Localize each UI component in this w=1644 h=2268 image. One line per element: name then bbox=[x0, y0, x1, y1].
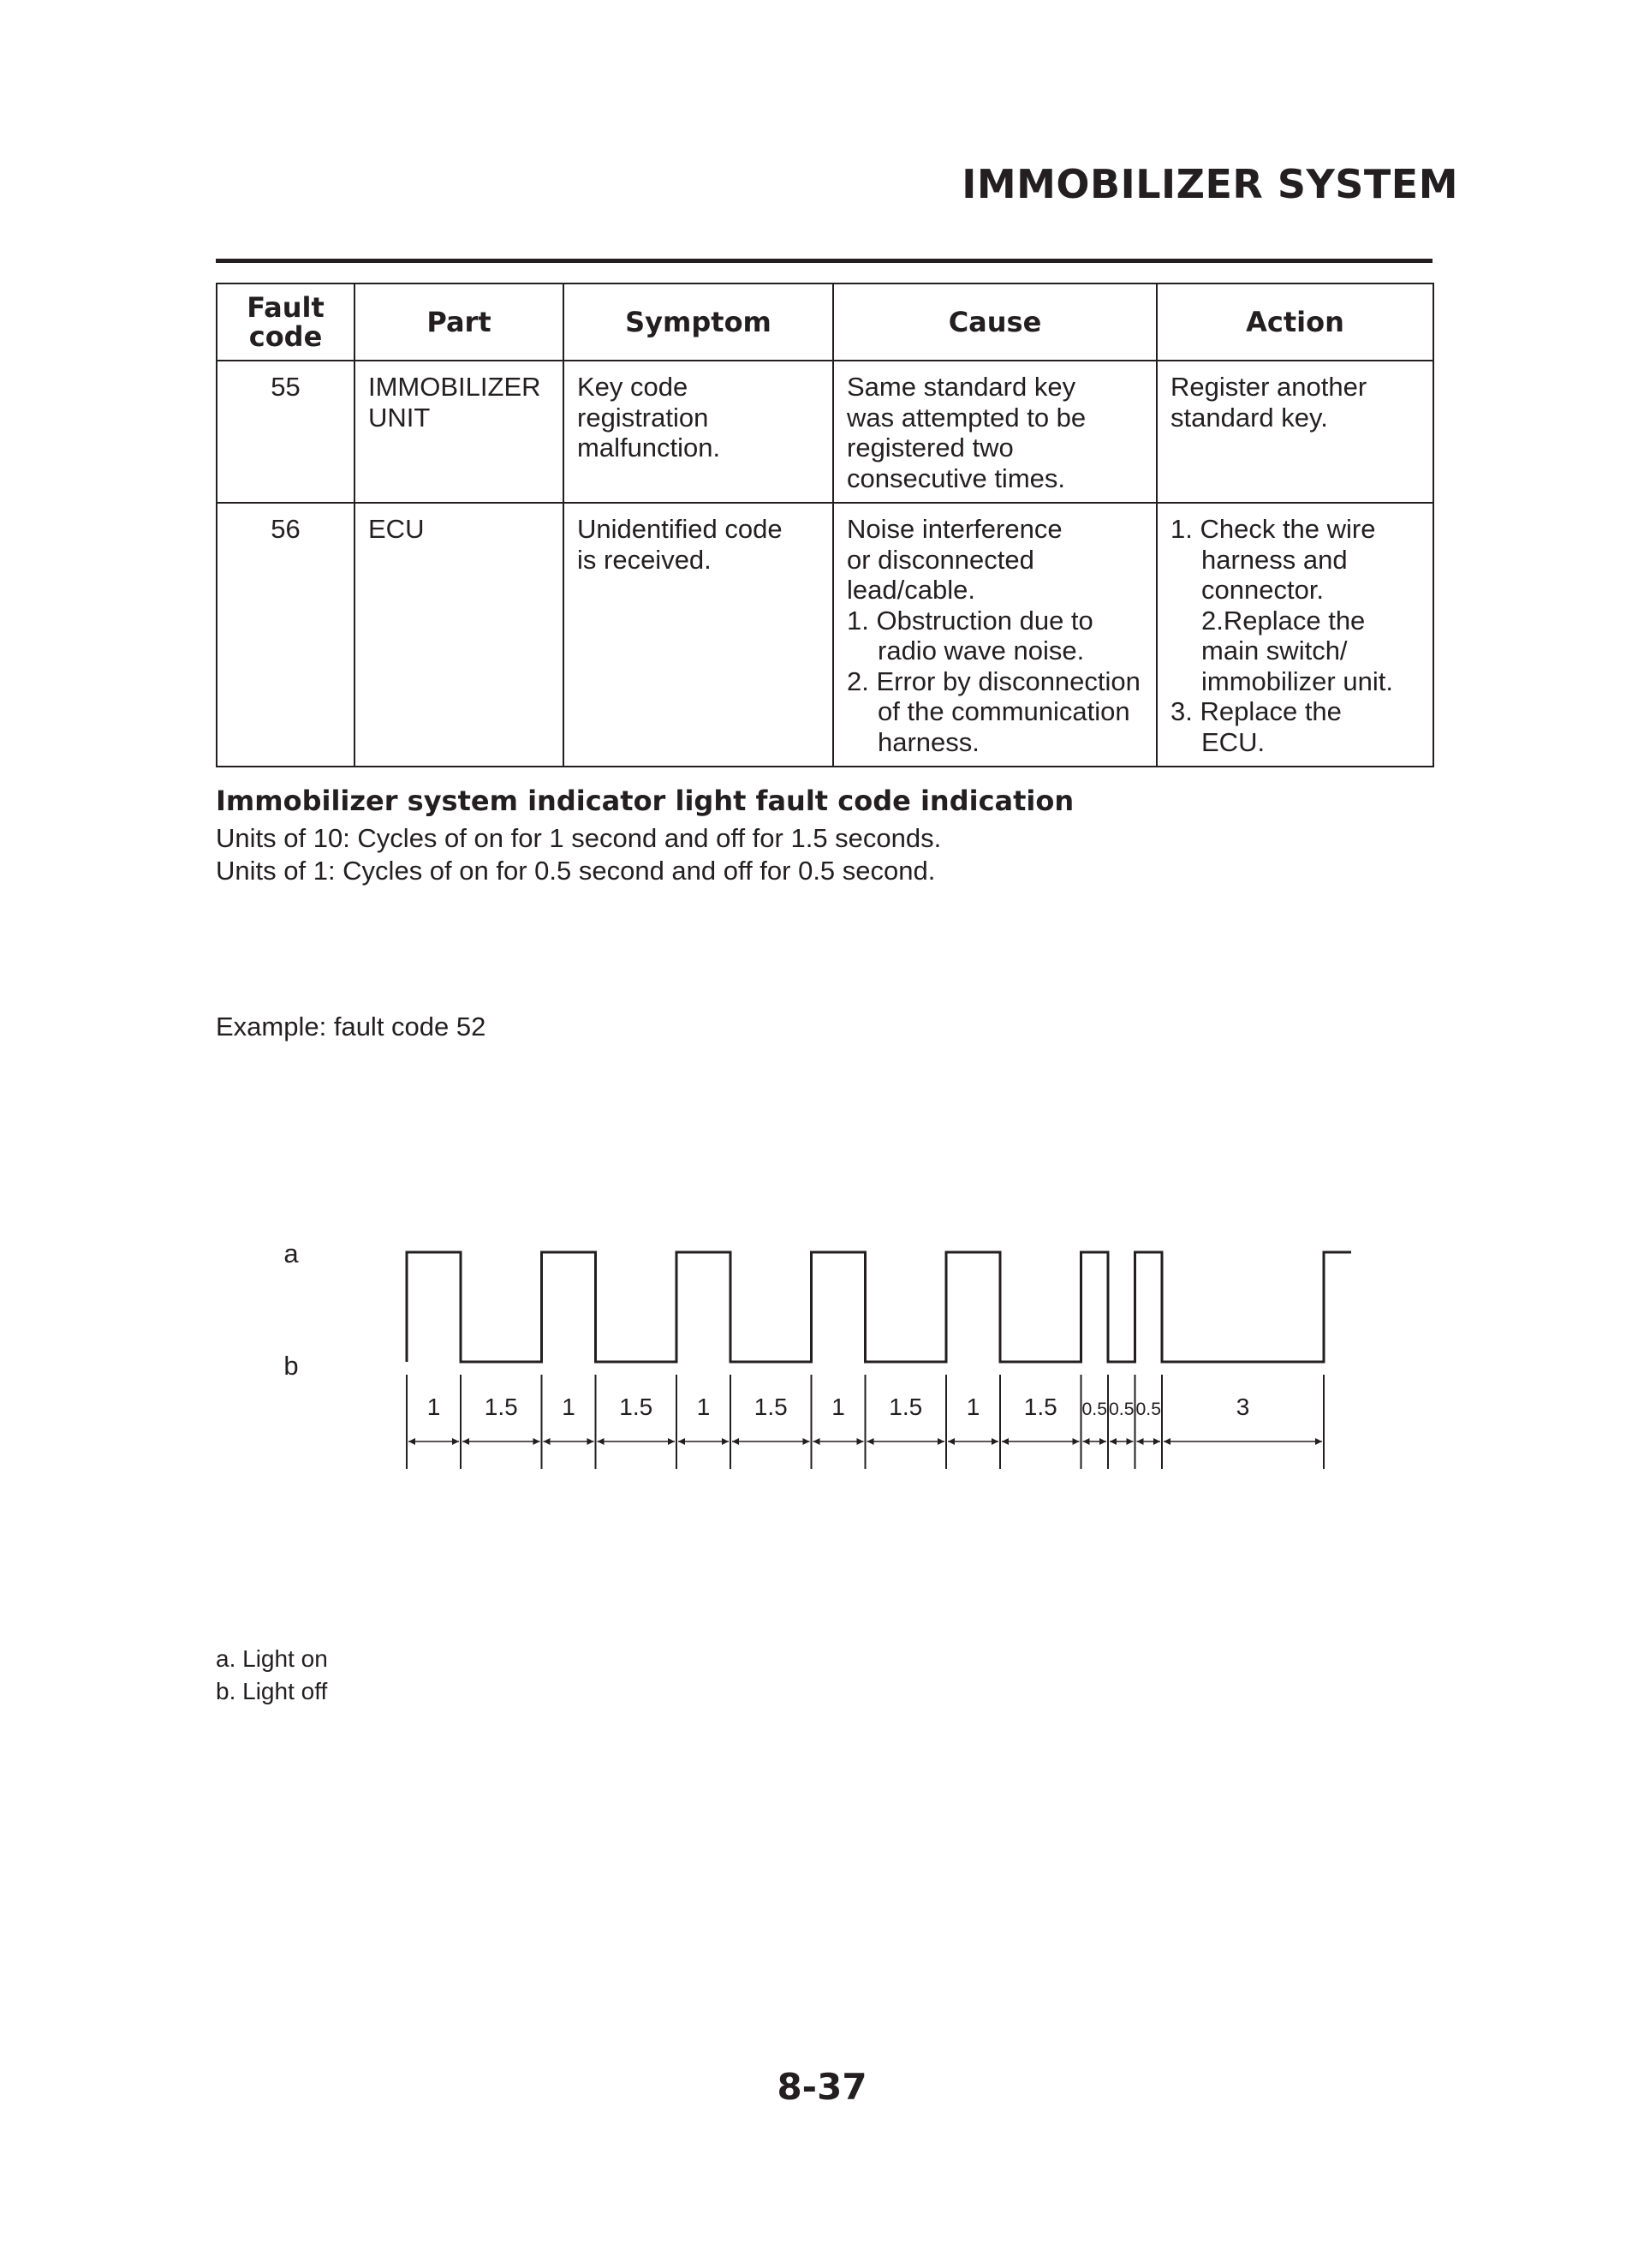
duration-label: 1.5 bbox=[484, 1394, 518, 1420]
page-number: 8-37 bbox=[777, 2066, 867, 2108]
col-header-symptom: Symptom bbox=[563, 284, 833, 361]
fault-code-cell: 55 bbox=[217, 361, 354, 503]
cause-list-item: 1. Obstruction due to bbox=[847, 605, 1093, 636]
waveform-line bbox=[407, 1252, 1351, 1362]
units-10-text: Units of 10: Cycles of on for 1 second and off for 1.5 seconds. bbox=[216, 823, 942, 853]
cause-list-item: 2. Error by disconnection bbox=[847, 665, 1141, 696]
duration-label: 1.5 bbox=[889, 1394, 923, 1420]
action-list-item-cont: immobilizer unit. bbox=[1201, 665, 1393, 696]
action-cell: Register another standard key. bbox=[1157, 361, 1433, 503]
legend-light-on: a. Light on bbox=[216, 1645, 328, 1672]
page-title: IMMOBILIZER SYSTEM bbox=[962, 161, 1458, 207]
col-header-action: Action bbox=[1157, 284, 1433, 361]
action-list-item-cont: ECU. bbox=[1201, 726, 1266, 757]
duration-label: 1 bbox=[831, 1394, 845, 1420]
duration-label: 3 bbox=[1236, 1394, 1250, 1420]
duration-label: 1.5 bbox=[619, 1394, 653, 1420]
symptom-cell: Key code registration malfunction. bbox=[563, 361, 833, 503]
light-on-axis-label: a bbox=[283, 1238, 299, 1268]
action-list-item: 3. Replace the bbox=[1170, 696, 1342, 726]
symptom-cell: Unidentified code is received. bbox=[563, 503, 833, 767]
action-list-item: 1. Check the wire bbox=[1170, 514, 1376, 544]
cause-cell: Same standard key was attempted to be registered two consecutive times. bbox=[833, 361, 1157, 503]
action-list-item-cont: main switch/ bbox=[1201, 636, 1348, 665]
col-header-fault-code: Fault code bbox=[217, 284, 354, 361]
cause-list-item-cont: radio wave noise. bbox=[878, 636, 1085, 665]
cause-cell: Noise interference or disconnected lead/cable. 1. Obstruction due to radio wave noise. 2. Error by disconnection of the communication harness. bbox=[833, 503, 1157, 767]
action-list-item-cont: connector. bbox=[1201, 575, 1325, 605]
col-header-part: Part bbox=[354, 284, 563, 361]
duration-label: 1 bbox=[696, 1394, 711, 1420]
duration-label: 1.5 bbox=[1023, 1394, 1057, 1420]
action-list-item-cont: harness and bbox=[1201, 544, 1348, 575]
duration-label: 0.5 bbox=[1081, 1400, 1107, 1419]
part-cell: IMMOBILIZER UNIT bbox=[354, 361, 563, 503]
col-header-cause: Cause bbox=[833, 284, 1157, 361]
fault-code-cell: 56 bbox=[217, 503, 354, 767]
cause-list-item-cont: of the communication bbox=[878, 696, 1130, 726]
units-1-text: Units of 1: Cycles of on for 0.5 second and off for 0.5 second. bbox=[216, 856, 936, 886]
duration-label: 1 bbox=[562, 1394, 575, 1420]
duration-label: 0.5 bbox=[1109, 1400, 1135, 1419]
action-list-item: 2.Replace the bbox=[1201, 605, 1366, 636]
legend-light-off: b. Light off bbox=[216, 1678, 328, 1704]
part-cell: ECU bbox=[354, 503, 563, 767]
section-title: Immobilizer system indicator light fault code indication bbox=[216, 785, 1075, 817]
example-text: Example: fault code 52 bbox=[216, 1012, 486, 1041]
duration-label: 1.5 bbox=[754, 1394, 788, 1420]
duration-label: 1 bbox=[966, 1394, 980, 1420]
duration-label: 1 bbox=[426, 1394, 441, 1420]
cause-list-item-cont: harness. bbox=[878, 726, 980, 757]
light-off-axis-label: b bbox=[283, 1351, 299, 1381]
duration-label: 0.5 bbox=[1135, 1400, 1161, 1419]
